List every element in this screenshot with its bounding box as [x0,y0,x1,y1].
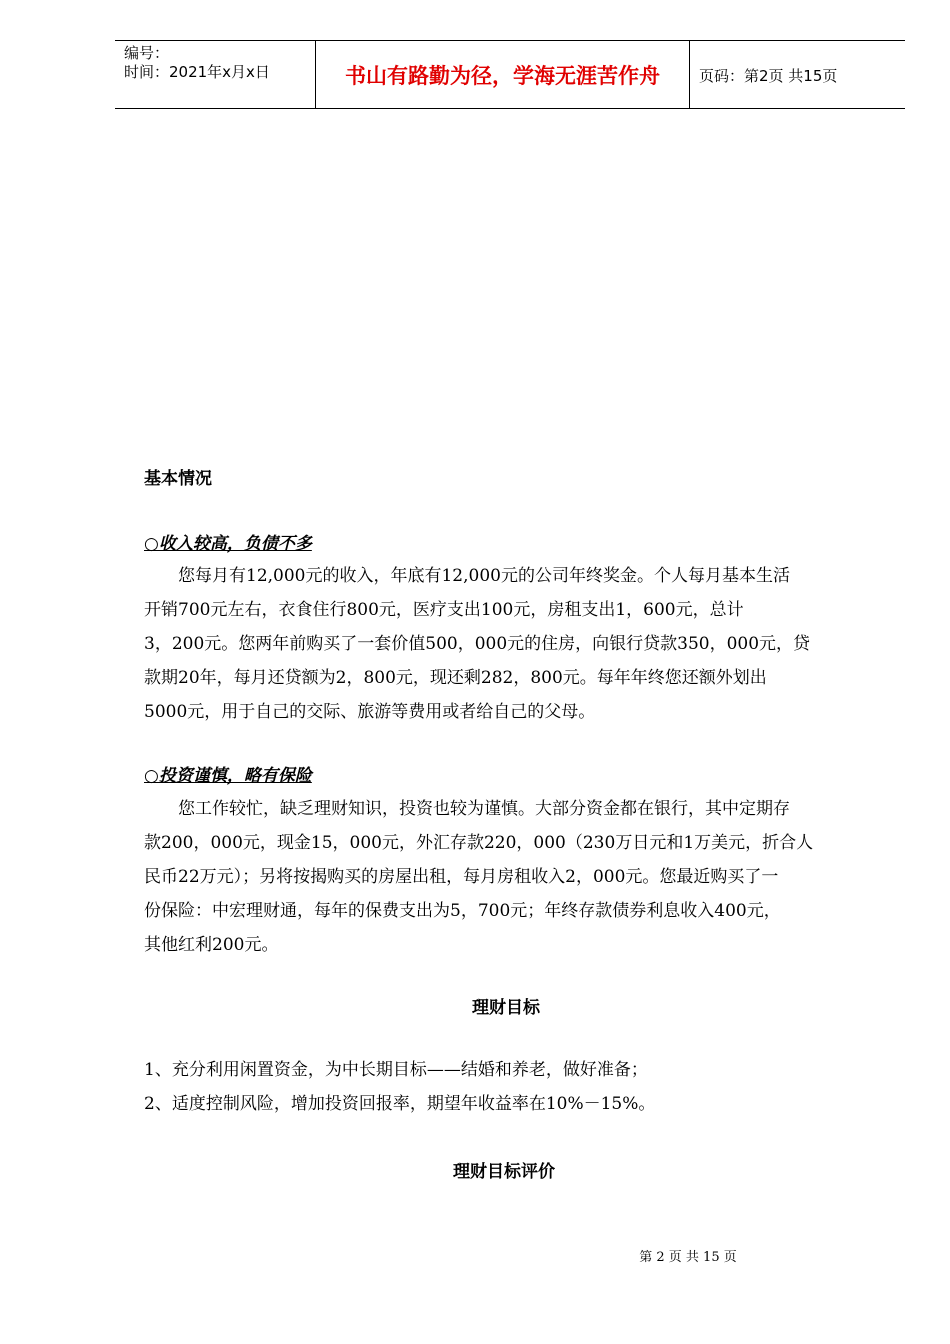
paragraph-line: 5000元，用于自己的交际、旅游等费用或者给自己的父母。 [144,702,596,722]
header-motto-cell [316,41,690,108]
page-footer [0,1246,950,1265]
paragraph-line: 3，200元。您两年前购买了一套价值500，000元的住房，向银行贷款350，000元，贷 [144,634,811,654]
paragraph-line: 开销700元左右，衣食住行800元，医疗支出100元，房租支出1，600元，总计 [144,600,744,620]
goals-title: 理财目标 [472,998,540,1018]
goal-evaluation-title: 理财目标评价 [453,1162,555,1182]
paragraph-line: 款200，000元，现金15，000元，外汇存款220，000（230万日元和1万美元，折合人 [144,833,814,853]
paragraph-line: 您工作较忙，缺乏理财知识，投资也较为谨慎。大部分资金都在银行，其中定期存 [178,799,790,819]
paragraph-line: 款期20年，每月还贷额为2，800元，现还剩282，800元。每年年终您还额外划出 [144,668,767,688]
header-meta-cell [115,41,316,108]
income-paragraph [144,559,810,729]
motto-text: 书山有路勤为径，学海无涯苦作舟 [345,63,660,88]
basic-situation-title: 基本情况 [144,469,212,489]
paragraph-line: 民币22万元）；另将按揭购买的房屋出租，每月房租收入2，000元。您最近购买了一 [144,867,779,887]
income-subheading: ○收入较高，负债不多 [144,534,312,554]
investment-paragraph [144,792,813,962]
serial-label: 编号： [124,44,170,62]
paragraph-line: 份保险：中宏理财通，每年的保费支出为5，700元；年终存款债券利息收入400元， [144,901,781,921]
header-page-cell [690,41,905,108]
goal-item: 2、适度控制风险，增加投资回报率，期望年收益率在10%－15%。 [144,1094,656,1114]
goals-list [144,1053,655,1121]
goal-item: 1、充分利用闲置资金，为中长期目标——结婚和养老，做好准备； [144,1060,648,1080]
paragraph-line: 其他红利200元。 [144,935,279,955]
paragraph-line: 您每月有12,000元的收入，年底有12,000元的公司年终奖金。个人每月基本生活 [178,566,790,586]
header-page-number: 页码：第2页 共15页 [699,67,838,85]
page-header [115,40,905,109]
investment-subheading: ○投资谨慎，略有保险 [144,766,312,786]
date-label: 时间：2021年x月x日 [124,63,270,81]
footer-page-number: 第 2 页 共 15 页 [639,1250,737,1265]
